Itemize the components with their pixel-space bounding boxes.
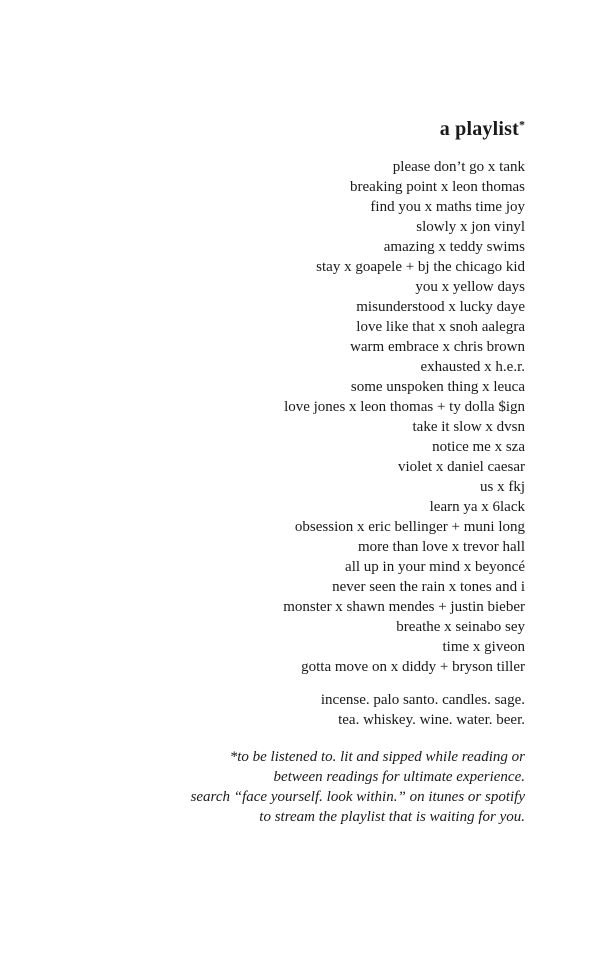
track-item: time x giveon	[442, 639, 525, 655]
playlist-tracks	[283, 157, 525, 677]
track-item: learn ya x 6lack	[429, 499, 525, 515]
track-item: stay x goapele + bj the chicago kid	[316, 259, 525, 275]
track-item: take it slow x dvsn	[412, 419, 525, 435]
track-item: misunderstood x lucky daye	[356, 299, 525, 315]
track-item: find you x maths time joy	[370, 199, 525, 215]
track-item: breaking point x leon thomas	[350, 179, 525, 195]
footnote-asterisk: *	[519, 117, 525, 132]
track-item: some unspoken thing x leuca	[350, 379, 525, 395]
track-item: exhausted x h.e.r.	[420, 359, 525, 375]
footnote-line: search “face yourself. look within.” on itunes or spotify	[190, 789, 525, 805]
track-item: love jones x leon thomas + ty dolla $ign	[284, 399, 525, 415]
track-item: gotta move on x diddy + bryson tiller	[301, 659, 525, 675]
track-item: warm embrace x chris brown	[350, 339, 525, 355]
ritual-line: incense. palo santo. candles. sage.	[320, 692, 525, 708]
track-item: amazing x teddy swims	[383, 239, 525, 255]
footnote	[191, 747, 525, 827]
track-item: monster x shawn mendes + justin bieber	[283, 599, 525, 615]
track-item: more than love x trevor hall	[357, 539, 525, 555]
track-item: obsession x eric bellinger + muni long	[294, 519, 525, 535]
track-item: you x yellow days	[415, 279, 525, 295]
page-title-block	[440, 118, 525, 141]
track-item: notice me x sza	[432, 439, 525, 455]
track-item: love like that x snoh aalegra	[356, 319, 525, 335]
track-item: slowly x jon vinyl	[416, 219, 525, 235]
footnote-line: between readings for ultimate experience.	[273, 769, 525, 785]
track-item: please don’t go x tank	[392, 159, 525, 175]
track-item: breathe x seinabo sey	[396, 619, 525, 635]
track-item: never seen the rain x tones and i	[332, 579, 525, 595]
track-item: all up in your mind x beyoncé	[345, 559, 525, 575]
ritual-items	[321, 690, 525, 730]
track-item: violet x daniel caesar	[397, 459, 525, 475]
page-title: a playlist	[439, 118, 519, 140]
footnote-line: *to be listened to. lit and sipped while reading or	[229, 749, 525, 765]
footnote-line: to stream the playlist that is waiting for you.	[259, 809, 525, 825]
ritual-line: tea. whiskey. wine. water. beer.	[338, 712, 525, 728]
track-item: us x fkj	[480, 479, 525, 495]
